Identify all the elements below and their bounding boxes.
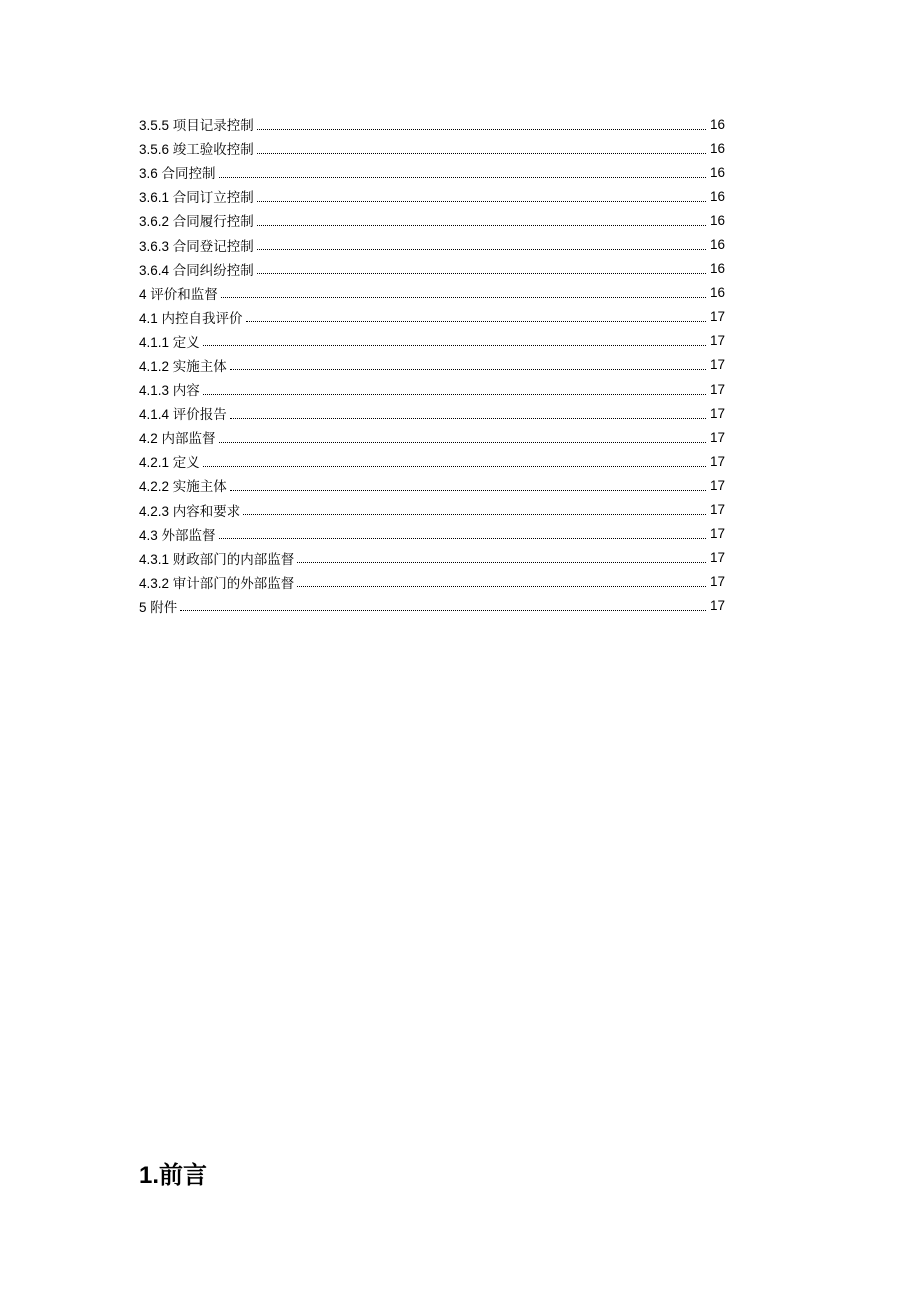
toc-entry-label: 外部监督 bbox=[161, 527, 216, 543]
toc-page-number: 16 bbox=[709, 188, 725, 204]
toc-entry-number: 4.1.4 bbox=[139, 407, 170, 423]
toc-page-number: 16 bbox=[709, 116, 725, 132]
toc-dot-leader bbox=[230, 489, 706, 491]
toc-dot-leader bbox=[257, 200, 706, 202]
toc-entry-number: 4 bbox=[139, 286, 147, 302]
toc-entry-label: 内控自我评价 bbox=[161, 310, 243, 326]
toc-entry-label: 附件 bbox=[150, 599, 178, 615]
toc-entry-title bbox=[139, 403, 230, 423]
toc-page-number: 17 bbox=[709, 574, 725, 590]
toc-entry-number: 3.6.3 bbox=[139, 238, 170, 254]
toc-entry-label: 合同订立控制 bbox=[172, 190, 254, 206]
toc-entry[interactable] bbox=[139, 257, 725, 281]
toc-entry[interactable] bbox=[139, 473, 725, 497]
toc-entry-number: 4.3.1 bbox=[139, 551, 170, 567]
toc-page-number: 17 bbox=[709, 429, 725, 445]
toc-entry-number: 4.3.2 bbox=[139, 575, 170, 591]
toc-entry-number: 3.5.5 bbox=[139, 118, 170, 134]
toc-entry[interactable] bbox=[139, 305, 725, 329]
toc-entry-label: 实施主体 bbox=[172, 479, 227, 495]
section-heading-preface: 1.前言 bbox=[139, 1162, 208, 1189]
toc-entry-title bbox=[139, 210, 257, 230]
toc-dot-leader bbox=[246, 320, 706, 322]
toc-entry-title bbox=[139, 259, 257, 279]
toc-entry-label: 合同纠纷控制 bbox=[172, 262, 254, 278]
toc-entry-title bbox=[139, 596, 180, 616]
toc-entry-label: 合同控制 bbox=[161, 166, 216, 182]
toc-entry-title bbox=[139, 138, 257, 158]
toc-entry-number: 4.2.2 bbox=[139, 479, 170, 495]
toc-entry-title bbox=[139, 307, 246, 327]
toc-entry-title bbox=[139, 524, 219, 544]
toc-entry[interactable] bbox=[139, 594, 725, 618]
toc-page-number: 17 bbox=[709, 309, 725, 325]
table-of-contents bbox=[139, 112, 725, 618]
toc-dot-leader bbox=[243, 513, 706, 515]
toc-entry-title bbox=[139, 162, 219, 182]
toc-entry-number: 3.6.1 bbox=[139, 190, 170, 206]
toc-entry-title bbox=[139, 355, 230, 375]
toc-entry-title bbox=[139, 114, 257, 134]
toc-entry[interactable] bbox=[139, 136, 725, 160]
toc-entry-label: 内容 bbox=[172, 383, 200, 399]
toc-entry[interactable] bbox=[139, 570, 725, 594]
toc-entry-number: 5 bbox=[139, 599, 147, 615]
toc-entry-number: 4.2.3 bbox=[139, 503, 170, 519]
toc-entry-number: 4.2.1 bbox=[139, 455, 170, 471]
toc-entry-number: 4.2 bbox=[139, 431, 158, 447]
toc-entry[interactable] bbox=[139, 281, 725, 305]
toc-entry-number: 3.5.6 bbox=[139, 142, 170, 158]
toc-page-number: 17 bbox=[709, 405, 725, 421]
toc-entry-number: 4.1.3 bbox=[139, 383, 170, 399]
toc-page-number: 17 bbox=[709, 526, 725, 542]
toc-entry-title bbox=[139, 235, 257, 255]
toc-page-number: 17 bbox=[709, 333, 725, 349]
toc-entry-title bbox=[139, 331, 203, 351]
toc-entry-number: 4.1.1 bbox=[139, 334, 170, 350]
toc-dot-leader bbox=[257, 128, 706, 130]
toc-entry-label: 审计部门的外部监督 bbox=[172, 575, 295, 591]
toc-page-number: 16 bbox=[709, 237, 725, 253]
toc-page-number: 16 bbox=[709, 212, 725, 228]
toc-page-number: 16 bbox=[709, 261, 725, 277]
toc-entry-label: 评价报告 bbox=[172, 407, 227, 423]
toc-entry[interactable] bbox=[139, 425, 725, 449]
toc-entry-title bbox=[139, 572, 297, 592]
toc-entry[interactable] bbox=[139, 401, 725, 425]
toc-dot-leader bbox=[180, 609, 706, 611]
toc-entry[interactable] bbox=[139, 329, 725, 353]
toc-entry-title bbox=[139, 427, 219, 447]
toc-entry[interactable] bbox=[139, 160, 725, 184]
toc-page-number: 16 bbox=[709, 140, 725, 156]
toc-page-number: 17 bbox=[709, 502, 725, 518]
toc-page-number: 16 bbox=[709, 164, 725, 180]
toc-entry[interactable] bbox=[139, 546, 725, 570]
toc-dot-leader bbox=[230, 368, 706, 370]
toc-dot-leader bbox=[219, 176, 706, 178]
toc-dot-leader bbox=[297, 585, 706, 587]
toc-entry-title bbox=[139, 186, 257, 206]
toc-entry[interactable] bbox=[139, 184, 725, 208]
toc-entry-number: 3.6 bbox=[139, 166, 158, 182]
toc-dot-leader bbox=[257, 248, 706, 250]
toc-entry-label: 内容和要求 bbox=[172, 503, 241, 519]
toc-entry[interactable] bbox=[139, 112, 725, 136]
toc-dot-leader bbox=[230, 417, 706, 419]
toc-entry-label: 合同登记控制 bbox=[172, 238, 254, 254]
toc-entry-label: 定义 bbox=[172, 455, 200, 471]
toc-dot-leader bbox=[257, 272, 706, 274]
toc-entry-label: 竣工验收控制 bbox=[172, 142, 254, 158]
toc-page-number: 17 bbox=[709, 598, 725, 614]
toc-entry-title bbox=[139, 500, 243, 520]
toc-entry-title bbox=[139, 451, 203, 471]
toc-entry[interactable] bbox=[139, 208, 725, 232]
toc-entry-title bbox=[139, 283, 221, 303]
toc-entry-number: 3.6.4 bbox=[139, 262, 170, 278]
toc-entry-number: 4.1.2 bbox=[139, 358, 170, 374]
toc-entry-title bbox=[139, 379, 203, 399]
toc-dot-leader bbox=[219, 441, 706, 443]
toc-entry[interactable] bbox=[139, 232, 725, 256]
toc-dot-leader bbox=[203, 393, 706, 395]
toc-entry-number: 4.3 bbox=[139, 527, 158, 543]
toc-entry-label: 合同履行控制 bbox=[172, 214, 254, 230]
toc-entry[interactable] bbox=[139, 353, 725, 377]
toc-entry-number: 4.1 bbox=[139, 310, 158, 326]
toc-entry-label: 实施主体 bbox=[172, 358, 227, 374]
toc-entry-label: 内部监督 bbox=[161, 431, 216, 447]
toc-entry-label: 评价和监督 bbox=[150, 286, 218, 302]
toc-dot-leader bbox=[221, 296, 706, 298]
toc-page-number: 17 bbox=[709, 477, 725, 493]
toc-entry[interactable] bbox=[139, 449, 725, 473]
toc-dot-leader bbox=[203, 465, 706, 467]
toc-page-number: 17 bbox=[709, 453, 725, 469]
toc-page-number: 16 bbox=[709, 285, 725, 301]
toc-entry[interactable] bbox=[139, 498, 725, 522]
toc-page-number: 17 bbox=[709, 381, 725, 397]
toc-entry[interactable] bbox=[139, 377, 725, 401]
toc-entry[interactable] bbox=[139, 522, 725, 546]
toc-entry-title bbox=[139, 475, 230, 495]
toc-dot-leader bbox=[297, 561, 706, 563]
toc-dot-leader bbox=[203, 344, 706, 346]
toc-entry-label: 定义 bbox=[172, 334, 200, 350]
toc-dot-leader bbox=[219, 537, 706, 539]
toc-dot-leader bbox=[257, 152, 706, 154]
toc-page-number: 17 bbox=[709, 550, 725, 566]
toc-entry-label: 项目记录控制 bbox=[172, 118, 254, 134]
toc-dot-leader bbox=[257, 224, 706, 226]
toc-page-number: 17 bbox=[709, 357, 725, 373]
toc-entry-label: 财政部门的内部监督 bbox=[172, 551, 295, 567]
toc-entry-number: 3.6.2 bbox=[139, 214, 170, 230]
toc-entry-title bbox=[139, 548, 297, 568]
